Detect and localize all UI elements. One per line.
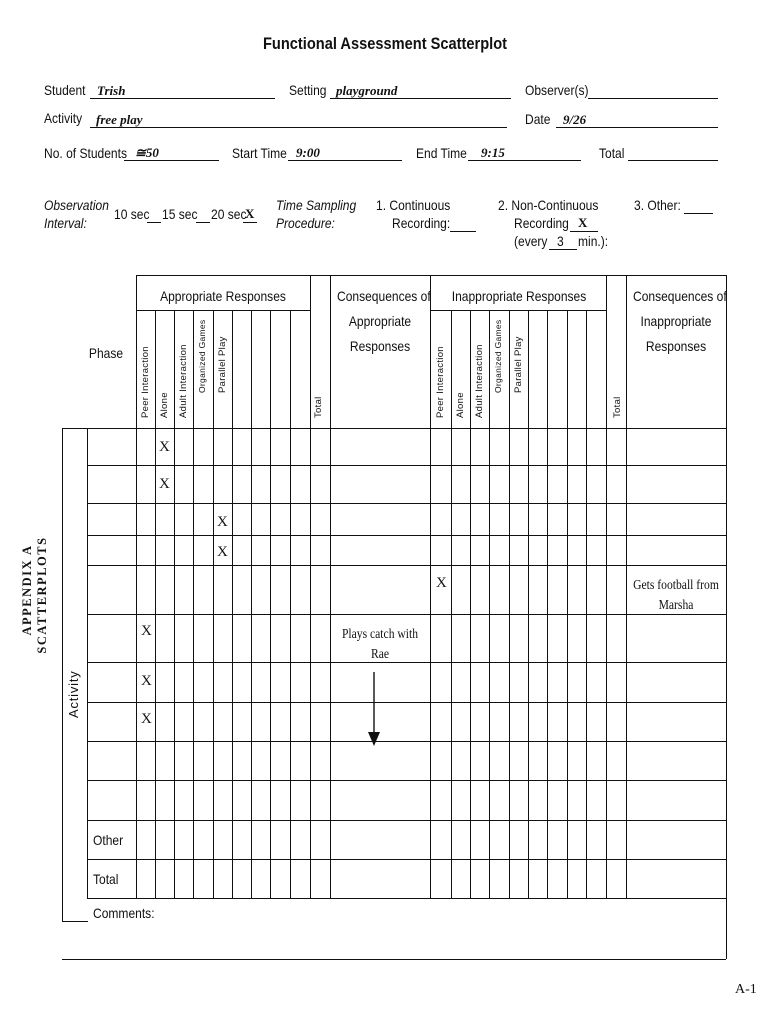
app-consequence-note-line1: Plays catch with bbox=[341, 626, 419, 641]
inapp-col-divider-2 bbox=[470, 310, 471, 898]
continuous-blank[interactable] bbox=[450, 231, 476, 232]
procedure-label-line1: Time Sampling bbox=[276, 197, 357, 213]
other-procedure-blank[interactable] bbox=[684, 213, 713, 214]
consequences-appropriate-line1: Consequences of bbox=[337, 288, 431, 304]
date-label: Date bbox=[525, 111, 551, 127]
app-col-parallel-play: Parallel Play bbox=[217, 336, 228, 393]
interval-10sec-blank[interactable] bbox=[147, 222, 161, 223]
student-label: Student bbox=[44, 82, 86, 98]
consequences-appropriate-line3: Responses bbox=[349, 338, 411, 354]
num-students-value: ≅50 bbox=[135, 145, 159, 160]
other-procedure-label: 3. Other: bbox=[634, 197, 681, 213]
app-col-divider-5 bbox=[213, 310, 214, 898]
app-col-divider-2 bbox=[155, 310, 156, 898]
activity-bracket-left bbox=[62, 428, 63, 921]
app-col-total: Total bbox=[313, 396, 324, 418]
inapp-total-top-divider bbox=[606, 275, 607, 310]
activity-field[interactable] bbox=[90, 127, 507, 128]
interval-20sec-blank[interactable] bbox=[243, 222, 257, 223]
row-divider-1 bbox=[87, 465, 726, 466]
inapp-col-divider-5 bbox=[528, 310, 529, 898]
app-col-divider-4 bbox=[193, 310, 194, 898]
setting-label: Setting bbox=[289, 82, 327, 98]
app-col-divider-7 bbox=[251, 310, 252, 898]
every-value: 3 bbox=[557, 233, 564, 249]
interval-20sec-mark: X bbox=[245, 206, 255, 221]
continuous-label-line1: 1. Continuous bbox=[376, 197, 451, 213]
end-time-value: 9:15 bbox=[481, 145, 505, 160]
continuation-arrow-icon bbox=[366, 670, 382, 748]
mark-row8-peer-interaction: X bbox=[141, 711, 152, 727]
inapp-col-divider-3 bbox=[489, 310, 490, 898]
activity-side-label: Activity bbox=[66, 670, 81, 718]
inapp-col-organized-games: Organized Games bbox=[493, 319, 503, 393]
appropriate-header-divider bbox=[136, 310, 310, 311]
interval-15sec[interactable]: 15 sec bbox=[162, 206, 198, 222]
comments-label: Comments: bbox=[93, 905, 155, 921]
row-divider-11 bbox=[87, 859, 726, 860]
interval-20sec[interactable]: 20 sec bbox=[211, 206, 247, 222]
appendix-sidebar-title: APPENDIX A bbox=[20, 544, 34, 636]
mark-row1-alone: X bbox=[159, 439, 170, 455]
app-col-organized-games: Organized Games bbox=[197, 319, 207, 393]
consequences-inappropriate-line2: Inappropriate bbox=[640, 313, 712, 329]
row-divider-3 bbox=[87, 535, 726, 536]
inapp-consequence-note-line1: Gets football from bbox=[633, 577, 719, 592]
table-top-border bbox=[136, 275, 726, 276]
row-divider-10 bbox=[87, 820, 726, 821]
inapp-col-divider-9 bbox=[606, 310, 607, 898]
inapp-col-adult-interaction: Adult Interaction bbox=[474, 344, 485, 418]
inapp-consequence-note-line2: Marsha bbox=[658, 597, 694, 612]
observers-field[interactable] bbox=[588, 98, 718, 99]
total-label: Total bbox=[599, 145, 625, 161]
consequences-inappropriate-line1: Consequences of bbox=[633, 288, 727, 304]
inapp-col-divider-1 bbox=[451, 310, 452, 898]
total-field[interactable] bbox=[628, 160, 718, 161]
noncontinuous-blank[interactable] bbox=[570, 231, 598, 232]
inapp-col-divider-6 bbox=[547, 310, 548, 898]
interval-10sec[interactable]: 10 sec bbox=[114, 206, 150, 222]
start-time-label: Start Time bbox=[232, 145, 287, 161]
student-value: Trish bbox=[97, 83, 126, 98]
inapp-col-total: Total bbox=[612, 396, 623, 418]
mark-row2-alone: X bbox=[159, 476, 170, 492]
app-total-right-divider bbox=[330, 275, 331, 898]
noncontinuous-mark: X bbox=[578, 215, 588, 230]
app-consequence-note-line2: Rae bbox=[370, 646, 390, 661]
row-divider-8 bbox=[87, 741, 726, 742]
app-col-divider-6 bbox=[232, 310, 233, 898]
row-divider-5 bbox=[87, 614, 726, 615]
app-col-alone: Alone bbox=[159, 392, 170, 418]
mark-row4-parallel-play: X bbox=[217, 544, 228, 560]
comments-area[interactable] bbox=[62, 959, 726, 960]
inapp-col-parallel-play: Parallel Play bbox=[513, 336, 524, 393]
page-number: A-1 bbox=[735, 982, 757, 997]
totals-bottom-border bbox=[87, 898, 726, 899]
phase-column-divider bbox=[87, 428, 88, 898]
inapp-col-alone: Alone bbox=[455, 392, 466, 418]
end-time-label: End Time bbox=[416, 145, 467, 161]
setting-value: playground bbox=[336, 83, 398, 98]
app-col-divider-3 bbox=[174, 310, 175, 898]
continuous-label-line2: Recording: bbox=[392, 215, 451, 231]
mark-row3-parallel-play: X bbox=[217, 514, 228, 530]
inappropriate-responses-header: Inappropriate Responses bbox=[451, 288, 587, 304]
consequences-appropriate-line2: Appropriate bbox=[348, 313, 412, 329]
interval-label-line2: Interval: bbox=[44, 215, 87, 231]
app-col-divider-1 bbox=[136, 275, 137, 898]
observers-label: Observer(s) bbox=[525, 82, 589, 98]
mark-row6-peer-interaction: X bbox=[141, 623, 152, 639]
interval-label-line1: Observation bbox=[44, 197, 109, 213]
row-divider-9 bbox=[87, 780, 726, 781]
appropriate-responses-header: Appropriate Responses bbox=[160, 288, 286, 304]
mark-row7-peer-interaction: X bbox=[141, 673, 152, 689]
activity-value: free play bbox=[96, 112, 143, 127]
app-col-divider-8 bbox=[270, 310, 271, 898]
appendix-sidebar-subtitle: SCATTERPLOTS bbox=[35, 536, 49, 654]
every-prefix: (every bbox=[514, 233, 548, 249]
inapp-col-peer-interaction: Peer Interaction bbox=[435, 346, 446, 418]
app-col-adult-interaction: Adult Interaction bbox=[178, 344, 189, 418]
start-time-value: 9:00 bbox=[296, 145, 320, 160]
app-total-top-divider bbox=[310, 275, 311, 310]
mark-row5-inapp-peer-interaction: X bbox=[436, 575, 447, 591]
row-label-other: Other bbox=[93, 832, 124, 848]
consequences-inappropriate-line3: Responses bbox=[645, 338, 707, 354]
inapp-col-divider-4 bbox=[509, 310, 510, 898]
interval-15sec-blank[interactable] bbox=[196, 222, 210, 223]
activity-bracket-bottom bbox=[62, 921, 88, 922]
procedure-label-line2: Procedure: bbox=[276, 215, 335, 231]
inapp-col-divider-8 bbox=[586, 310, 587, 898]
app-col-divider-9 bbox=[290, 310, 291, 898]
app-col-peer-interaction: Peer Interaction bbox=[140, 346, 151, 418]
every-blank[interactable] bbox=[549, 249, 577, 250]
row-divider-2 bbox=[87, 503, 726, 504]
table-right-border bbox=[726, 275, 727, 959]
activity-label: Activity bbox=[44, 110, 83, 126]
noncontinuous-label-line1: 2. Non-Continuous bbox=[498, 197, 599, 213]
row-divider-4 bbox=[87, 565, 726, 566]
form-title: Functional Assessment Scatterplot bbox=[263, 34, 507, 53]
consequences-app-right-divider bbox=[430, 275, 431, 898]
inappropriate-header-divider bbox=[430, 310, 606, 311]
row-divider-7 bbox=[87, 702, 726, 703]
noncontinuous-label-line2: Recording bbox=[514, 215, 569, 231]
app-col-divider-10 bbox=[310, 310, 311, 898]
row-label-total: Total bbox=[93, 871, 119, 887]
phase-label: Phase bbox=[88, 345, 124, 361]
every-suffix: min.): bbox=[578, 233, 609, 249]
inapp-col-divider-7 bbox=[567, 310, 568, 898]
date-value: 9/26 bbox=[563, 112, 587, 127]
inapp-total-right-divider bbox=[626, 275, 627, 898]
num-students-label: No. of Students bbox=[44, 145, 128, 161]
